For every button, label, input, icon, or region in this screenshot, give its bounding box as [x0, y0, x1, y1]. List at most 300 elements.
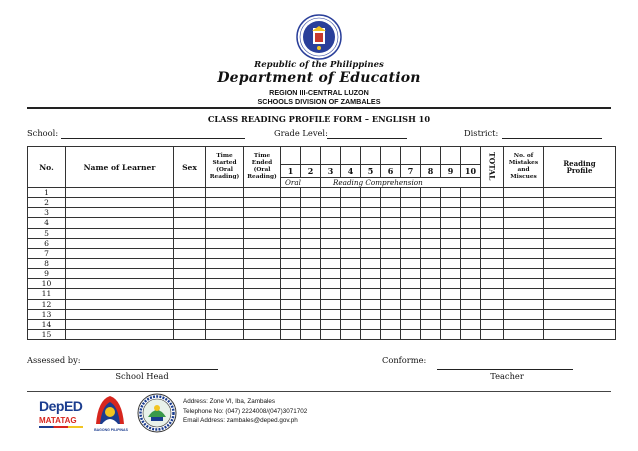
- entry-cell[interactable]: [341, 329, 361, 339]
- entry-cell[interactable]: [281, 319, 301, 329]
- entry-cell[interactable]: [401, 248, 421, 258]
- entry-cell[interactable]: [66, 198, 174, 208]
- entry-cell[interactable]: [361, 228, 381, 238]
- entry-cell[interactable]: [504, 269, 544, 279]
- entry-cell[interactable]: [281, 269, 301, 279]
- entry-cell[interactable]: [401, 188, 421, 198]
- entry-cell[interactable]: [421, 208, 441, 218]
- entry-cell[interactable]: [461, 248, 481, 258]
- entry-cell[interactable]: [66, 248, 174, 258]
- table-row: [28, 248, 616, 258]
- table-row: [28, 238, 616, 248]
- entry-cell[interactable]: [321, 289, 341, 299]
- entry-cell[interactable]: [504, 248, 544, 258]
- entry-cell[interactable]: [321, 329, 341, 339]
- entry-cell[interactable]: [341, 228, 361, 238]
- entry-cell[interactable]: [544, 218, 616, 228]
- entry-cell[interactable]: [544, 269, 616, 279]
- entry-cell[interactable]: [321, 279, 341, 289]
- entry-cell[interactable]: [461, 198, 481, 208]
- republic-text: Republic of the Philippines: [254, 60, 384, 70]
- entry-cell[interactable]: [481, 269, 504, 279]
- entry-cell[interactable]: [174, 279, 206, 289]
- entry-cell[interactable]: [461, 188, 481, 198]
- table-row: [28, 289, 616, 299]
- entry-cell[interactable]: [66, 258, 174, 268]
- entry-cell[interactable]: [244, 289, 281, 299]
- entry-cell[interactable]: [481, 188, 504, 198]
- entry-cell[interactable]: [441, 319, 461, 329]
- entry-cell[interactable]: [381, 269, 401, 279]
- entry-cell[interactable]: [441, 279, 461, 289]
- entry-cell[interactable]: [244, 319, 281, 329]
- entry-cell[interactable]: [381, 228, 401, 238]
- entry-cell[interactable]: [381, 208, 401, 218]
- entry-cell[interactable]: [174, 238, 206, 248]
- entry-cell[interactable]: [401, 319, 421, 329]
- entry-cell[interactable]: [544, 228, 616, 238]
- entry-cell[interactable]: [421, 198, 441, 208]
- entry-cell[interactable]: [341, 248, 361, 258]
- table-row: [28, 279, 616, 289]
- entry-cell[interactable]: [381, 279, 401, 289]
- entry-cell[interactable]: [401, 269, 421, 279]
- entry-cell[interactable]: [441, 258, 461, 268]
- entry-cell[interactable]: [401, 258, 421, 268]
- entry-cell[interactable]: [244, 329, 281, 339]
- entry-cell[interactable]: [321, 319, 341, 329]
- entry-cell[interactable]: [244, 238, 281, 248]
- entry-cell[interactable]: [206, 238, 244, 248]
- entry-cell[interactable]: [206, 279, 244, 289]
- entry-cell[interactable]: [174, 319, 206, 329]
- entry-cell[interactable]: [281, 218, 301, 228]
- entry-cell[interactable]: [281, 289, 301, 299]
- entry-cell[interactable]: [504, 299, 544, 309]
- entry-cell[interactable]: [421, 309, 441, 319]
- entry-cell[interactable]: [244, 188, 281, 198]
- entry-cell[interactable]: [66, 238, 174, 248]
- entry-cell[interactable]: [301, 248, 321, 258]
- entry-cell[interactable]: [321, 218, 341, 228]
- entry-cell[interactable]: [174, 258, 206, 268]
- entry-cell[interactable]: [421, 188, 441, 198]
- table-row: [28, 218, 616, 228]
- entry-cell[interactable]: [244, 228, 281, 238]
- entry-cell[interactable]: [544, 238, 616, 248]
- district-field[interactable]: [502, 138, 602, 139]
- entry-cell[interactable]: [341, 208, 361, 218]
- header-blank-cell: [441, 147, 461, 165]
- entry-cell[interactable]: [206, 269, 244, 279]
- entry-cell[interactable]: [421, 218, 441, 228]
- entry-cell[interactable]: [381, 319, 401, 329]
- entry-cell[interactable]: [504, 198, 544, 208]
- school-field[interactable]: [61, 138, 245, 139]
- entry-cell[interactable]: [341, 198, 361, 208]
- entry-cell[interactable]: [361, 188, 381, 198]
- entry-cell[interactable]: [421, 329, 441, 339]
- entry-cell[interactable]: [381, 289, 401, 299]
- entry-cell[interactable]: [401, 299, 421, 309]
- entry-cell[interactable]: [281, 258, 301, 268]
- entry-cell[interactable]: [481, 299, 504, 309]
- row-number: 4: [28, 218, 66, 228]
- footer-contact-info: [183, 397, 307, 426]
- entry-cell[interactable]: [206, 299, 244, 309]
- entry-cell[interactable]: [301, 188, 321, 198]
- entry-cell[interactable]: [66, 188, 174, 198]
- entry-cell[interactable]: [504, 228, 544, 238]
- entry-cell[interactable]: [461, 258, 481, 268]
- entry-cell[interactable]: [66, 289, 174, 299]
- entry-cell[interactable]: [281, 279, 301, 289]
- entry-cell[interactable]: [321, 208, 341, 218]
- entry-cell[interactable]: [301, 198, 321, 208]
- footer-divider: [27, 391, 611, 392]
- entry-cell[interactable]: [244, 198, 281, 208]
- entry-cell[interactable]: [481, 228, 504, 238]
- entry-cell[interactable]: [504, 319, 544, 329]
- entry-cell[interactable]: [421, 238, 441, 248]
- footer-telephone: Telephone No: (047) 2224008/(047)3071702: [183, 407, 308, 415]
- entry-cell[interactable]: [381, 198, 401, 208]
- entry-cell[interactable]: [174, 269, 206, 279]
- entry-cell[interactable]: [321, 238, 341, 248]
- entry-cell[interactable]: [504, 309, 544, 319]
- entry-cell[interactable]: [206, 248, 244, 258]
- table-row: [28, 188, 616, 198]
- entry-cell[interactable]: [381, 188, 401, 198]
- entry-cell[interactable]: [321, 228, 341, 238]
- entry-cell[interactable]: [66, 329, 174, 339]
- entry-cell[interactable]: [461, 289, 481, 299]
- entry-cell[interactable]: [481, 238, 504, 248]
- entry-cell[interactable]: [461, 319, 481, 329]
- teacher-signature-line[interactable]: [437, 369, 573, 370]
- entry-cell[interactable]: [301, 319, 321, 329]
- entry-cell[interactable]: [301, 218, 321, 228]
- entry-cell[interactable]: [441, 299, 461, 309]
- row-number: 13: [28, 309, 66, 319]
- entry-cell[interactable]: [461, 218, 481, 228]
- entry-cell[interactable]: [341, 289, 361, 299]
- entry-cell[interactable]: [66, 269, 174, 279]
- entry-cell[interactable]: [244, 248, 281, 258]
- entry-cell[interactable]: [321, 188, 341, 198]
- entry-cell[interactable]: [481, 319, 504, 329]
- entry-cell[interactable]: [421, 258, 441, 268]
- entry-cell[interactable]: [461, 309, 481, 319]
- deped-matatag-logo: [39, 399, 85, 431]
- entry-cell[interactable]: [174, 299, 206, 309]
- entry-cell[interactable]: [206, 188, 244, 198]
- entry-cell[interactable]: [301, 208, 321, 218]
- entry-cell[interactable]: [174, 309, 206, 319]
- school-head-signature-line[interactable]: [80, 369, 218, 370]
- header-blank-cell: [281, 147, 301, 165]
- entry-cell[interactable]: [421, 248, 441, 258]
- entry-cell[interactable]: [544, 188, 616, 198]
- entry-cell[interactable]: [504, 289, 544, 299]
- entry-cell[interactable]: [301, 299, 321, 309]
- entry-cell[interactable]: [504, 238, 544, 248]
- entry-cell[interactable]: [381, 258, 401, 268]
- entry-cell[interactable]: [481, 198, 504, 208]
- grade-level-field[interactable]: [327, 138, 407, 139]
- entry-cell[interactable]: [381, 248, 401, 258]
- entry-cell[interactable]: [281, 329, 301, 339]
- entry-cell[interactable]: [401, 218, 421, 228]
- entry-cell[interactable]: [481, 258, 504, 268]
- entry-cell[interactable]: [321, 269, 341, 279]
- entry-cell[interactable]: [461, 208, 481, 218]
- school-head-label: School Head: [115, 371, 169, 381]
- entry-cell[interactable]: [281, 299, 301, 309]
- entry-cell[interactable]: [461, 279, 481, 289]
- header-divider: [27, 107, 611, 109]
- entry-cell[interactable]: [441, 228, 461, 238]
- entry-cell[interactable]: [441, 238, 461, 248]
- entry-cell[interactable]: [544, 208, 616, 218]
- entry-cell[interactable]: [441, 188, 461, 198]
- entry-cell[interactable]: [321, 309, 341, 319]
- entry-cell[interactable]: [381, 218, 401, 228]
- entry-cell[interactable]: [281, 228, 301, 238]
- entry-cell[interactable]: [66, 309, 174, 319]
- entry-cell[interactable]: [321, 258, 341, 268]
- entry-cell[interactable]: [66, 319, 174, 329]
- entry-cell[interactable]: [341, 238, 361, 248]
- entry-cell[interactable]: [206, 309, 244, 319]
- table-row: [28, 198, 616, 208]
- header-blank-cell: [401, 147, 421, 165]
- entry-cell[interactable]: [401, 309, 421, 319]
- entry-cell[interactable]: [361, 319, 381, 329]
- entry-cell[interactable]: [544, 319, 616, 329]
- entry-cell[interactable]: [301, 289, 321, 299]
- entry-cell[interactable]: [361, 258, 381, 268]
- header-item-3: 3: [321, 165, 341, 178]
- entry-cell[interactable]: [206, 289, 244, 299]
- entry-cell[interactable]: [341, 309, 361, 319]
- entry-cell[interactable]: [206, 319, 244, 329]
- entry-cell[interactable]: [66, 208, 174, 218]
- entry-cell[interactable]: [504, 218, 544, 228]
- entry-cell[interactable]: [481, 248, 504, 258]
- entry-cell[interactable]: [361, 289, 381, 299]
- entry-cell[interactable]: [381, 309, 401, 319]
- entry-cell[interactable]: [361, 208, 381, 218]
- entry-cell[interactable]: [481, 309, 504, 319]
- entry-cell[interactable]: [174, 228, 206, 238]
- entry-cell[interactable]: [281, 248, 301, 258]
- entry-cell[interactable]: [421, 279, 441, 289]
- entry-cell[interactable]: [66, 228, 174, 238]
- entry-cell[interactable]: [481, 329, 504, 339]
- bagong-pilipinas-logo: [92, 394, 128, 428]
- entry-cell[interactable]: [341, 218, 361, 228]
- entry-cell[interactable]: [381, 238, 401, 248]
- entry-cell[interactable]: [461, 228, 481, 238]
- entry-cell[interactable]: [206, 329, 244, 339]
- entry-cell[interactable]: [401, 289, 421, 299]
- entry-cell[interactable]: [281, 238, 301, 248]
- entry-cell[interactable]: [544, 309, 616, 319]
- entry-cell[interactable]: [206, 258, 244, 268]
- table-row: [28, 309, 616, 319]
- entry-cell[interactable]: [401, 238, 421, 248]
- school-label: School:: [27, 128, 59, 138]
- entry-cell[interactable]: [174, 248, 206, 258]
- entry-cell[interactable]: [361, 329, 381, 339]
- entry-cell[interactable]: [174, 198, 206, 208]
- entry-cell[interactable]: [206, 208, 244, 218]
- entry-cell[interactable]: [544, 299, 616, 309]
- entry-cell[interactable]: [206, 218, 244, 228]
- entry-cell[interactable]: [244, 258, 281, 268]
- entry-cell[interactable]: [461, 238, 481, 248]
- entry-cell[interactable]: [461, 329, 481, 339]
- entry-cell[interactable]: [381, 329, 401, 339]
- entry-cell[interactable]: [301, 309, 321, 319]
- entry-cell[interactable]: [421, 289, 441, 299]
- entry-cell[interactable]: [301, 238, 321, 248]
- entry-cell[interactable]: [421, 319, 441, 329]
- entry-cell[interactable]: [441, 269, 461, 279]
- entry-cell[interactable]: [341, 299, 361, 309]
- header-item-2: 2: [301, 165, 321, 178]
- entry-cell[interactable]: [544, 289, 616, 299]
- entry-cell[interactable]: [301, 258, 321, 268]
- header-reading-profile: Reading Profile: [544, 147, 616, 188]
- entry-cell[interactable]: [421, 269, 441, 279]
- entry-cell[interactable]: [481, 289, 504, 299]
- entry-cell[interactable]: [174, 188, 206, 198]
- entry-cell[interactable]: [321, 198, 341, 208]
- entry-cell[interactable]: [361, 299, 381, 309]
- entry-cell[interactable]: [174, 218, 206, 228]
- entry-cell[interactable]: [361, 248, 381, 258]
- entry-cell[interactable]: [481, 218, 504, 228]
- entry-cell[interactable]: [244, 269, 281, 279]
- entry-cell[interactable]: [461, 269, 481, 279]
- entry-cell[interactable]: [174, 329, 206, 339]
- entry-cell[interactable]: [441, 329, 461, 339]
- entry-cell[interactable]: [504, 188, 544, 198]
- region-text: REGION III-CENTRAL LUZON: [269, 88, 369, 97]
- matatag-text: MATATAG: [39, 416, 77, 425]
- entry-cell[interactable]: [66, 299, 174, 309]
- header-blank-cell: [301, 147, 321, 165]
- entry-cell[interactable]: [361, 238, 381, 248]
- entry-cell[interactable]: [341, 188, 361, 198]
- entry-cell[interactable]: [421, 299, 441, 309]
- entry-cell[interactable]: [206, 198, 244, 208]
- entry-cell[interactable]: [504, 279, 544, 289]
- entry-cell[interactable]: [401, 208, 421, 218]
- entry-cell[interactable]: [244, 299, 281, 309]
- entry-cell[interactable]: [206, 228, 244, 238]
- entry-cell[interactable]: [244, 309, 281, 319]
- entry-cell[interactable]: [174, 208, 206, 218]
- footer-email[interactable]: Email Address: zambales@deped.gov.ph: [183, 417, 298, 424]
- row-number: 8: [28, 258, 66, 268]
- entry-cell[interactable]: [361, 218, 381, 228]
- entry-cell[interactable]: [481, 208, 504, 218]
- entry-cell[interactable]: [341, 258, 361, 268]
- entry-cell[interactable]: [361, 198, 381, 208]
- entry-cell[interactable]: [301, 279, 321, 289]
- entry-cell[interactable]: [401, 228, 421, 238]
- entry-cell[interactable]: [281, 208, 301, 218]
- entry-cell[interactable]: [174, 289, 206, 299]
- entry-cell[interactable]: [244, 218, 281, 228]
- entry-cell[interactable]: [441, 248, 461, 258]
- entry-cell[interactable]: [441, 198, 461, 208]
- row-number: 7: [28, 248, 66, 258]
- entry-cell[interactable]: [504, 208, 544, 218]
- entry-cell[interactable]: [381, 299, 401, 309]
- table-row: [28, 329, 616, 339]
- entry-cell[interactable]: [66, 218, 174, 228]
- entry-cell[interactable]: [504, 329, 544, 339]
- entry-cell[interactable]: [544, 258, 616, 268]
- entry-cell[interactable]: [544, 279, 616, 289]
- entry-cell[interactable]: [244, 279, 281, 289]
- entry-cell[interactable]: [341, 269, 361, 279]
- entry-cell[interactable]: [481, 279, 504, 289]
- entry-cell[interactable]: [321, 299, 341, 309]
- entry-cell[interactable]: [441, 208, 461, 218]
- entry-cell[interactable]: [441, 309, 461, 319]
- row-number: 6: [28, 238, 66, 248]
- entry-cell[interactable]: [281, 309, 301, 319]
- entry-cell[interactable]: [66, 279, 174, 289]
- entry-cell[interactable]: [504, 258, 544, 268]
- header-item-5: 5: [361, 165, 381, 178]
- entry-cell[interactable]: [281, 198, 301, 208]
- entry-cell[interactable]: [401, 329, 421, 339]
- entry-cell[interactable]: [544, 198, 616, 208]
- entry-cell[interactable]: [301, 269, 321, 279]
- entry-cell[interactable]: [544, 329, 616, 339]
- entry-cell[interactable]: [301, 329, 321, 339]
- entry-cell[interactable]: [461, 299, 481, 309]
- bagong-pilipinas-text: BAGONG PILIPINAS: [94, 428, 128, 432]
- entry-cell[interactable]: [361, 309, 381, 319]
- entry-cell[interactable]: [281, 188, 301, 198]
- entry-cell[interactable]: [544, 248, 616, 258]
- entry-cell[interactable]: [244, 208, 281, 218]
- conforme-label: Conforme:: [382, 355, 427, 365]
- grade-level-label: Grade Level:: [274, 128, 328, 138]
- entry-cell[interactable]: [401, 279, 421, 289]
- entry-cell[interactable]: [361, 279, 381, 289]
- entry-cell[interactable]: [421, 228, 441, 238]
- header-item-10: 10: [461, 165, 481, 178]
- entry-cell[interactable]: [441, 218, 461, 228]
- entry-cell[interactable]: [341, 319, 361, 329]
- entry-cell[interactable]: [301, 228, 321, 238]
- entry-cell[interactable]: [441, 289, 461, 299]
- entry-cell[interactable]: [321, 248, 341, 258]
- header-item-8: 8: [421, 165, 441, 178]
- entry-cell[interactable]: [341, 279, 361, 289]
- entry-cell[interactable]: [361, 269, 381, 279]
- entry-cell[interactable]: [401, 198, 421, 208]
- table-row: [28, 319, 616, 329]
